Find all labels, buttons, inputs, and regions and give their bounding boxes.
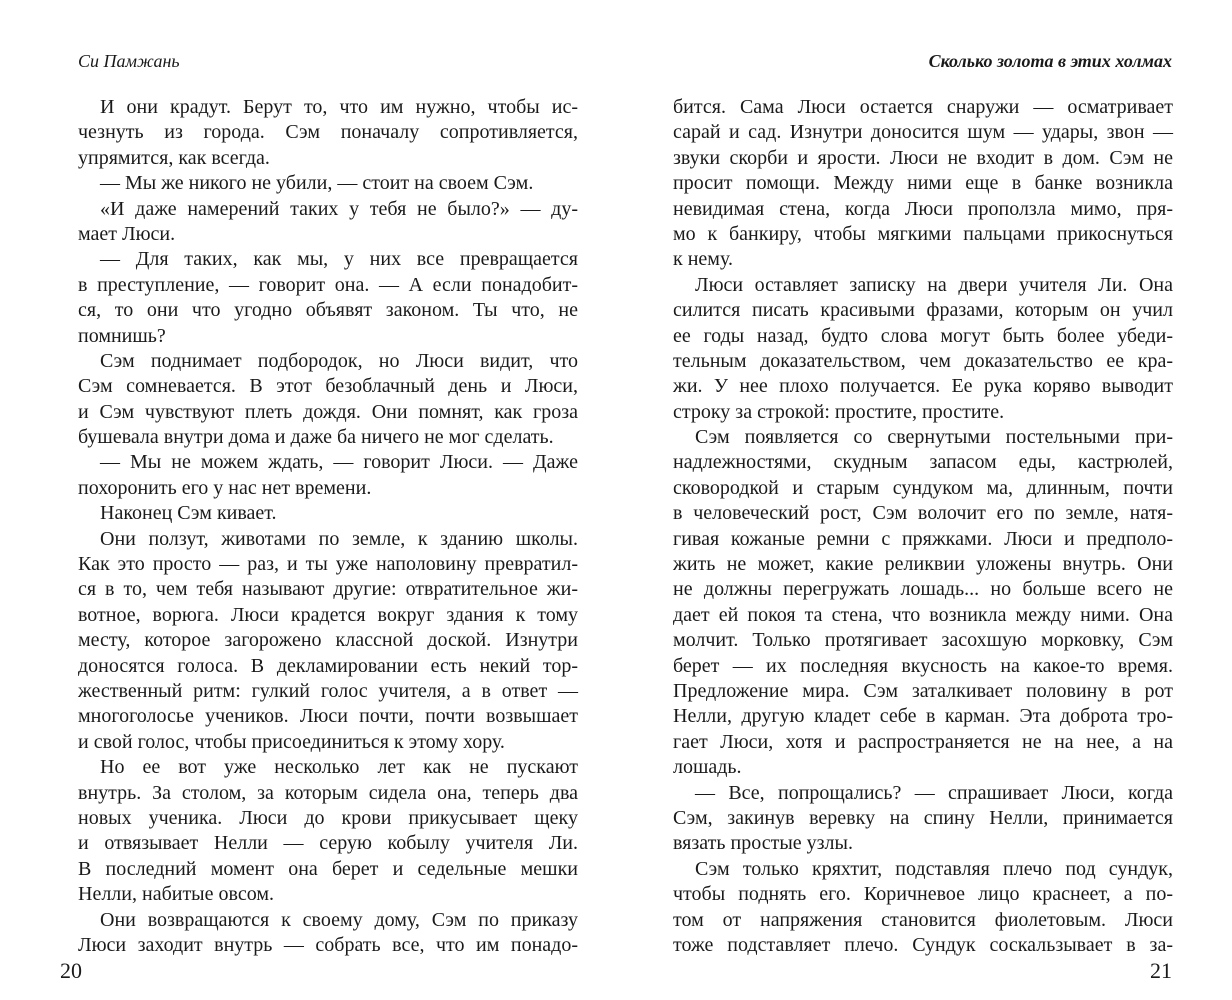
text-line: Как это просто — раз, и ты уже наполовину превратил- — [78, 553, 578, 576]
text-line: звуки скорби и ярости. Люси не входит в дом. Сэм не — [673, 146, 1173, 169]
text-line: похоронить его у нас нет времени. — [78, 476, 372, 499]
text-line: невидимая стена, когда Люси проползла мимо, пря- — [673, 197, 1173, 220]
text-line: и Сэм чувствуют плеть дождя. Они помнят, как гроза — [78, 400, 578, 423]
text-line: бится. Сама Люси остается снаружи — осматривает — [673, 96, 1173, 118]
text-line: жить не может, какие реликвии уложены внутрь. Они — [673, 553, 1173, 576]
text-line: тельным доказательством, чем доказательство ее кра- — [673, 349, 1173, 372]
text-line: и отвязывает Нелли — серую кобылу учителя Ли. — [78, 832, 578, 855]
text-line: — Мы не можем ждать, — говорит Люси. — Даже — [100, 451, 578, 474]
running-head-author: Си Памжань — [78, 51, 180, 71]
text-line: берет — их последняя вкусность на какое-то время. — [673, 654, 1173, 677]
text-line: не должны перегружать лошадь... но больше всего не — [673, 578, 1173, 601]
text-line: мает Люси. — [78, 222, 176, 245]
text-line: — Мы же никого не убили, — стоит на своем Сэм. — [100, 172, 534, 195]
text-line: чтобы поднять его. Коричневое лицо краснеет, а по- — [673, 883, 1173, 906]
text-line: ся, то они что угодно объявят законом. Ты что, не — [78, 299, 578, 322]
text-line: вотное, ворюга. Люси крадется вокруг здания к тому — [78, 603, 578, 626]
text-line: Но ее вот уже несколько лет как не пускают — [100, 756, 578, 779]
text-line: строку за строкой: простите, простите. — [673, 400, 1005, 423]
text-line: мо к банкиру, чтобы мягкими пальцами прикоснуться — [673, 222, 1173, 245]
text-line: месту, которое загорожено классной доской. Изнутри — [78, 629, 578, 652]
text-line: Сэм сомневается. В этот безоблачный день и Люси, — [78, 375, 578, 398]
text-line: упрямится, как всегда. — [78, 146, 270, 169]
text-line: жественный ритм: гулкий голос учителя, а в ответ — — [78, 679, 578, 702]
running-head-title: Сколько золота в этих холмах — [928, 51, 1172, 71]
text-line: просит помощи. Между ними еще в банке возникла — [673, 172, 1173, 195]
text-line: — Все, попрощались? — спрашивает Люси, когда — [695, 781, 1173, 804]
text-line: новых ученика. Люси до крови прикусывает щеку — [78, 806, 578, 829]
text-line: доносятся голоса. В декламировании есть некий тор- — [78, 654, 578, 677]
text-line: Они ползут, животами по земле, к зданию школы. — [100, 527, 578, 550]
text-line: в преступление, — говорит она. — А если понадобит- — [78, 273, 578, 296]
text-line: надлежностями, скудным запасом еды, кастрюлей, — [673, 451, 1173, 474]
text-line: лошадь. — [673, 756, 742, 779]
right-page-text — [673, 95, 1173, 958]
text-line: гивая кожаные ремни с пряжками. Люси и предполо- — [673, 527, 1173, 550]
page-number-right: 21 — [1150, 958, 1172, 983]
text-line: Сэм только кряхтит, подставляя плечо под сундук, — [695, 857, 1173, 880]
text-line: и свой голос, чтобы присоединиться к этому хору. — [78, 730, 505, 753]
text-line: «И даже намерений таких у тебя не было?» — ду- — [100, 197, 578, 220]
text-line: ее годы назад, будто слова могут быть более убеди- — [673, 324, 1173, 347]
text-line: внутрь. За столом, за которым сидела она, теперь два — [78, 781, 578, 804]
text-line: В последний момент она берет и седельные мешки — [78, 857, 578, 880]
text-line: Наконец Сэм кивает. — [100, 502, 277, 525]
text-line: жи. У нее плохо получается. Ее рука коряво выводит — [673, 375, 1173, 398]
text-line: дает ей покоя та стена, что возникла между ними. Она — [673, 603, 1173, 626]
text-line: том от напряжения становится фиолетовым. Люси — [673, 908, 1173, 931]
text-line: Они возвращаются к своему дому, Сэм по приказу — [100, 908, 578, 931]
text-line: к нему. — [673, 248, 733, 271]
text-line: в человеческий рост, Сэм волочит его по земле, натя- — [673, 502, 1173, 525]
text-line: Нелли, другую кладет себе в карман. Эта доброта тро- — [673, 705, 1173, 728]
page-number-left: 20 — [60, 958, 82, 983]
text-line: гает Люси, хотя и распространяется не на нее, а на — [673, 730, 1173, 753]
text-line: вязать простые узлы. — [673, 832, 853, 855]
text-line: Сэм поднимает подбородок, но Люси видит, что — [100, 349, 578, 372]
text-line: Люси оставляет записку на двери учителя Ли. Она — [695, 273, 1173, 296]
text-line: Нелли, набитые овсом. — [78, 883, 274, 906]
text-line: — Для таких, как мы, у них все превращается — [100, 248, 578, 271]
text-line: Сэм появляется со свернутыми постельными при- — [695, 426, 1173, 449]
text-line: помнишь? — [78, 324, 166, 347]
text-line: Люси заходит внутрь — собрать все, что им понадо- — [78, 933, 578, 956]
text-line: тоже подставляет плечо. Сундук соскальзывает в за- — [673, 933, 1173, 956]
text-line: молчит. Только протягивает засохшую морковку, Сэм — [673, 629, 1173, 652]
left-page-text — [78, 95, 578, 958]
text-line: многоголосье учеников. Люси почти, почти возвышает — [78, 705, 578, 728]
text-line: силится писать красивыми фразами, которым он учил — [673, 299, 1173, 322]
text-line: бушевала внутри дома и даже ба ничего не мог сделать. — [78, 426, 554, 449]
text-line: чезнуть из города. Сэм поначалу сопротивляется, — [78, 121, 578, 144]
text-line: Сэм, закинув веревку на спину Нелли, принимается — [673, 806, 1173, 829]
right-page — [616, 0, 1232, 1000]
text-line: ся в то, чем тебя называют другие: отвратительное жи- — [78, 578, 578, 601]
text-line: И они крадут. Берут то, что им нужно, чтобы ис- — [100, 96, 578, 118]
text-line: Предложение мира. Сэм заталкивает половину в рот — [673, 679, 1173, 702]
text-line: сарай и сад. Изнутри доносится шум — удары, звон — — [673, 121, 1173, 144]
text-line: сковородкой и старым сундуком ма, длинным, почти — [673, 476, 1173, 499]
